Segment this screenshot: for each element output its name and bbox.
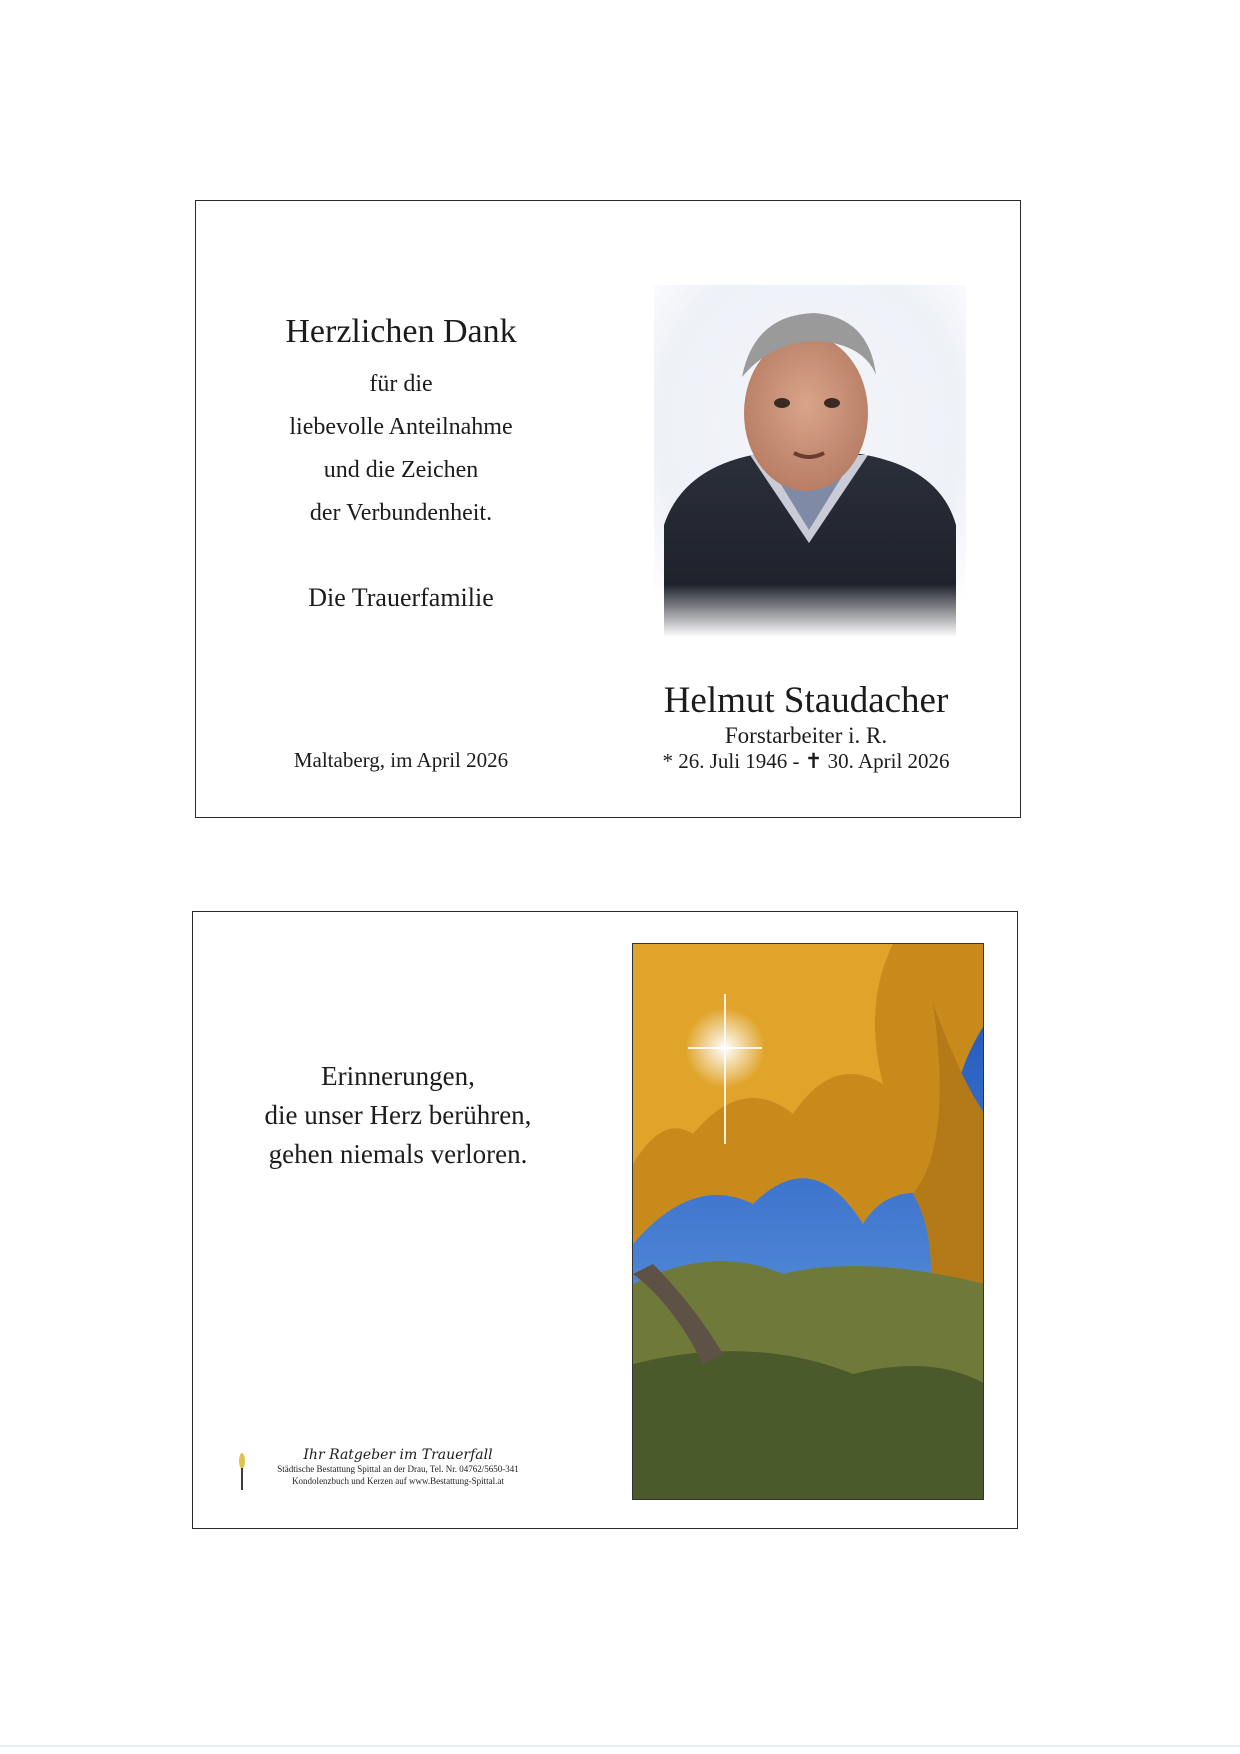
quote-line: die unser Herz berühren, — [264, 1100, 532, 1130]
portrait-photo — [654, 285, 966, 637]
place-date: Maltaberg, im April 2026 — [293, 748, 509, 772]
thanks-line: der Verbundenheit. — [309, 500, 493, 526]
candle-logo-icon — [239, 1452, 245, 1490]
larch-tree-landscape-photo — [632, 943, 984, 1500]
deceased-occupation: Forstarbeiter i. R. — [724, 723, 888, 748]
thanks-line: für die — [369, 371, 433, 397]
thank-you-card-front — [195, 200, 1021, 818]
thank-you-card-back — [192, 911, 1018, 1529]
memorial-quote — [233, 1057, 563, 1174]
thanks-line: liebevolle Anteilnahme — [289, 414, 513, 440]
thanks-text — [236, 363, 566, 535]
life-dates: * 26. Juli 1946 - ✝ 30. April 2026 — [662, 749, 950, 773]
footer-website: Kondolenzbuch und Kerzen auf www.Bestattung-Spittal.at — [292, 1476, 504, 1486]
footer-contact: Städtische Bestattung Spittal an der Drau, Tel. Nr. 04762/5650-341 — [277, 1464, 519, 1474]
quote-line: gehen niemals verloren. — [268, 1139, 528, 1169]
funeral-home-footer — [253, 1447, 543, 1487]
deceased-name: Helmut Staudacher — [663, 680, 949, 721]
scan-edge-divider — [0, 1745, 1240, 1747]
thanks-title: Herzlichen Dank — [285, 313, 517, 350]
thanks-line: und die Zeichen — [323, 457, 479, 483]
footer-heading: Ihr Ratgeber im Trauerfall — [303, 1447, 493, 1463]
family-signature: Die Trauerfamilie — [308, 583, 494, 612]
quote-line: Erinnerungen, — [321, 1061, 475, 1091]
